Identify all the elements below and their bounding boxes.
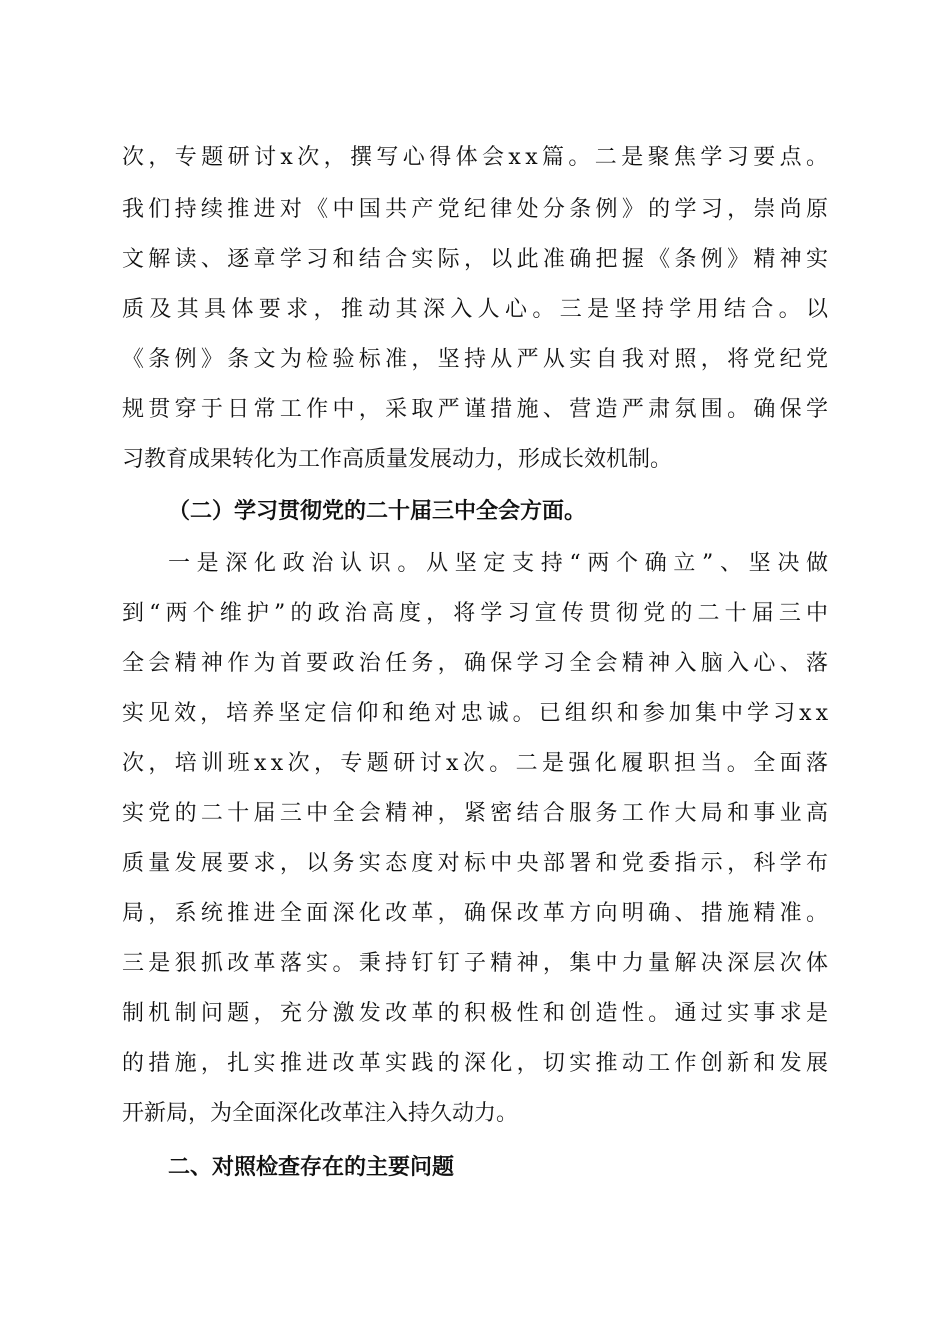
line-text: 局，系统推进全面深化改革，确保改革方向明确、措施精准。 — [122, 901, 833, 926]
line-text: 的措施，扎实推进改革实践的深化，切实推动工作创新和发展 — [122, 1051, 833, 1076]
line-text: 文解读、逐章学习和结合实际，以此准确把握《条例》精神实 — [122, 247, 833, 272]
line-text: 我们持续推进对《中国共产党纪律处分条例》的学习，崇尚原 — [122, 197, 833, 222]
text-line — [0, 646, 950, 686]
text-line — [0, 1096, 950, 1136]
text-line — [0, 140, 950, 180]
line-text: 到“两个维护”的政治高度，将学习宣传贯彻党的二十届三中 — [122, 601, 834, 626]
line-text: 习教育成果转化为工作高质量发展动力，形成长效机制。 — [122, 447, 673, 472]
text-line — [0, 696, 950, 736]
line-text: 一是深化政治认识。从坚定支持“两个确立”、坚决做 — [168, 551, 835, 576]
text-line — [0, 546, 950, 586]
text-line — [0, 796, 950, 836]
line-text: 开新局，为全面深化改革注入持久动力。 — [122, 1101, 519, 1126]
line-text: 全会精神作为首要政治任务，确保学习全会精神入脑入心、落 — [122, 651, 833, 676]
line-text: 规贯穿于日常工作中，采取严谨措施、营造严肃氛围。确保学 — [122, 397, 833, 422]
text-line — [0, 242, 950, 282]
text-line — [0, 846, 950, 886]
line-text: 制机制问题，充分激发改革的积极性和创造性。通过实事求是 — [122, 1001, 833, 1026]
line-text: 次，培训班xx次，专题研讨x次。二是强化履职担当。全面落 — [122, 751, 833, 776]
line-text: 质量发展要求，以务实态度对标中央部署和党委指示，科学布 — [122, 851, 833, 876]
text-line — [0, 292, 950, 332]
line-text: 三是狠抓改革落实。秉持钉钉子精神，集中力量解决深层次体 — [122, 951, 833, 976]
text-line — [0, 392, 950, 432]
text-line — [0, 342, 950, 382]
subheading-text: （二）学习贯彻党的二十届三中全会方面。 — [168, 499, 587, 524]
text-line — [0, 596, 950, 636]
section-subheading — [0, 494, 950, 534]
line-text: 质及其具体要求，推动其深入人心。三是坚持学用结合。以 — [122, 297, 834, 322]
line-text: 次，专题研讨x次，撰写心得体会xx篇。二是聚焦学习要点。 — [122, 145, 833, 170]
text-line — [0, 946, 950, 986]
text-line — [0, 192, 950, 232]
line-text: 实党的二十届三中全会精神，紧密结合服务工作大局和事业高 — [122, 801, 833, 826]
section-heading — [0, 1150, 950, 1190]
text-line — [0, 996, 950, 1036]
text-line — [0, 1046, 950, 1086]
text-line — [0, 896, 950, 936]
text-line — [0, 442, 950, 482]
text-line — [0, 746, 950, 786]
heading-text: 二、对照检查存在的主要问题 — [168, 1155, 455, 1180]
line-text: 《条例》条文为检验标准，坚持从严从实自我对照，将党纪党 — [122, 347, 833, 372]
line-text: 实见效，培养坚定信仰和绝对忠诚。已组织和参加集中学习xx — [122, 701, 833, 726]
